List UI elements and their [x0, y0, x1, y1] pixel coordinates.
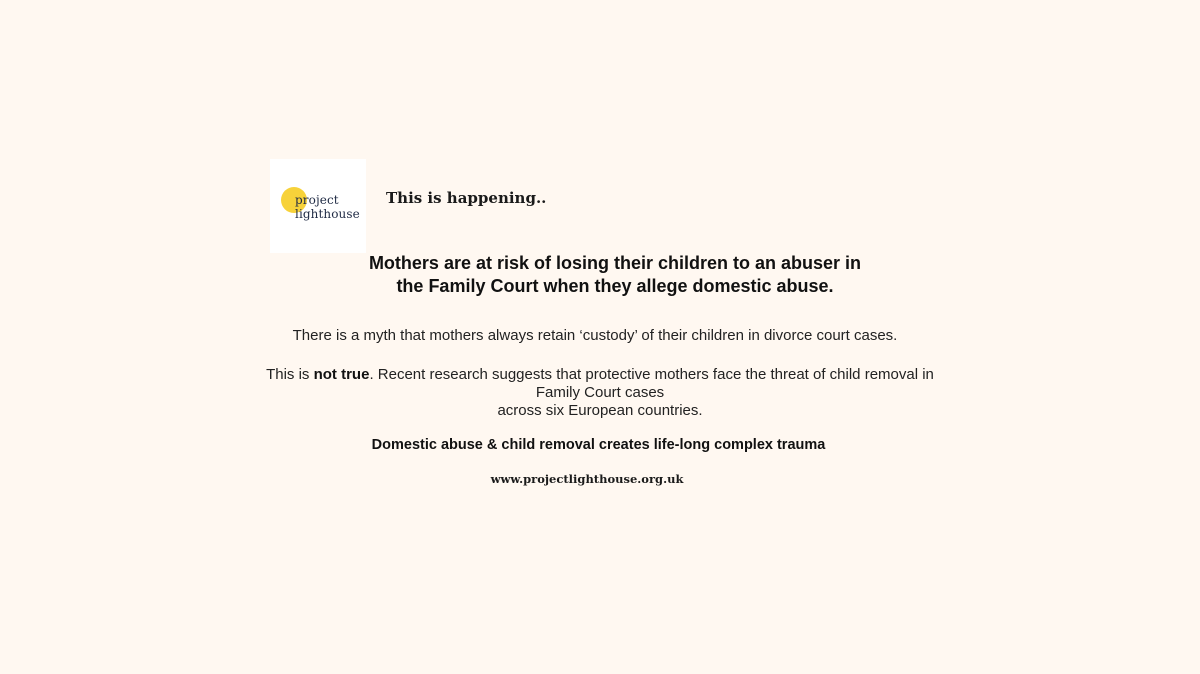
research-prefix: This is [266, 366, 314, 383]
logo-wordmark [295, 193, 360, 221]
myth-statement: There is a myth that mothers always retain ‘custody’ of their children in divorce court cases. [292, 327, 898, 344]
trauma-statement: Domestic abuse & child removal creates life-long complex trauma [371, 437, 826, 453]
research-line2: Family Court cases [535, 384, 665, 401]
research-paragraph [260, 366, 940, 420]
logo-text-line2: lighthouse [295, 207, 360, 221]
headline-line2: the Family Court when they allege domestic abuse. [396, 276, 834, 296]
logo-text-line1: project [295, 193, 339, 207]
research-line3: across six European countries. [497, 402, 703, 419]
website-url: www.projectlighthouse.org.uk [490, 472, 684, 486]
research-emphasis: not true [313, 366, 370, 383]
logo [270, 159, 366, 253]
headline-line1: Mothers are at risk of losing their children to an abuser in [368, 253, 862, 273]
research-line1-rest: . Recent research suggests that protective mothers face the threat of child removal in [369, 366, 934, 383]
tagline: This is happening.. [386, 189, 547, 207]
research-line1 [260, 366, 940, 384]
headline [300, 252, 930, 298]
